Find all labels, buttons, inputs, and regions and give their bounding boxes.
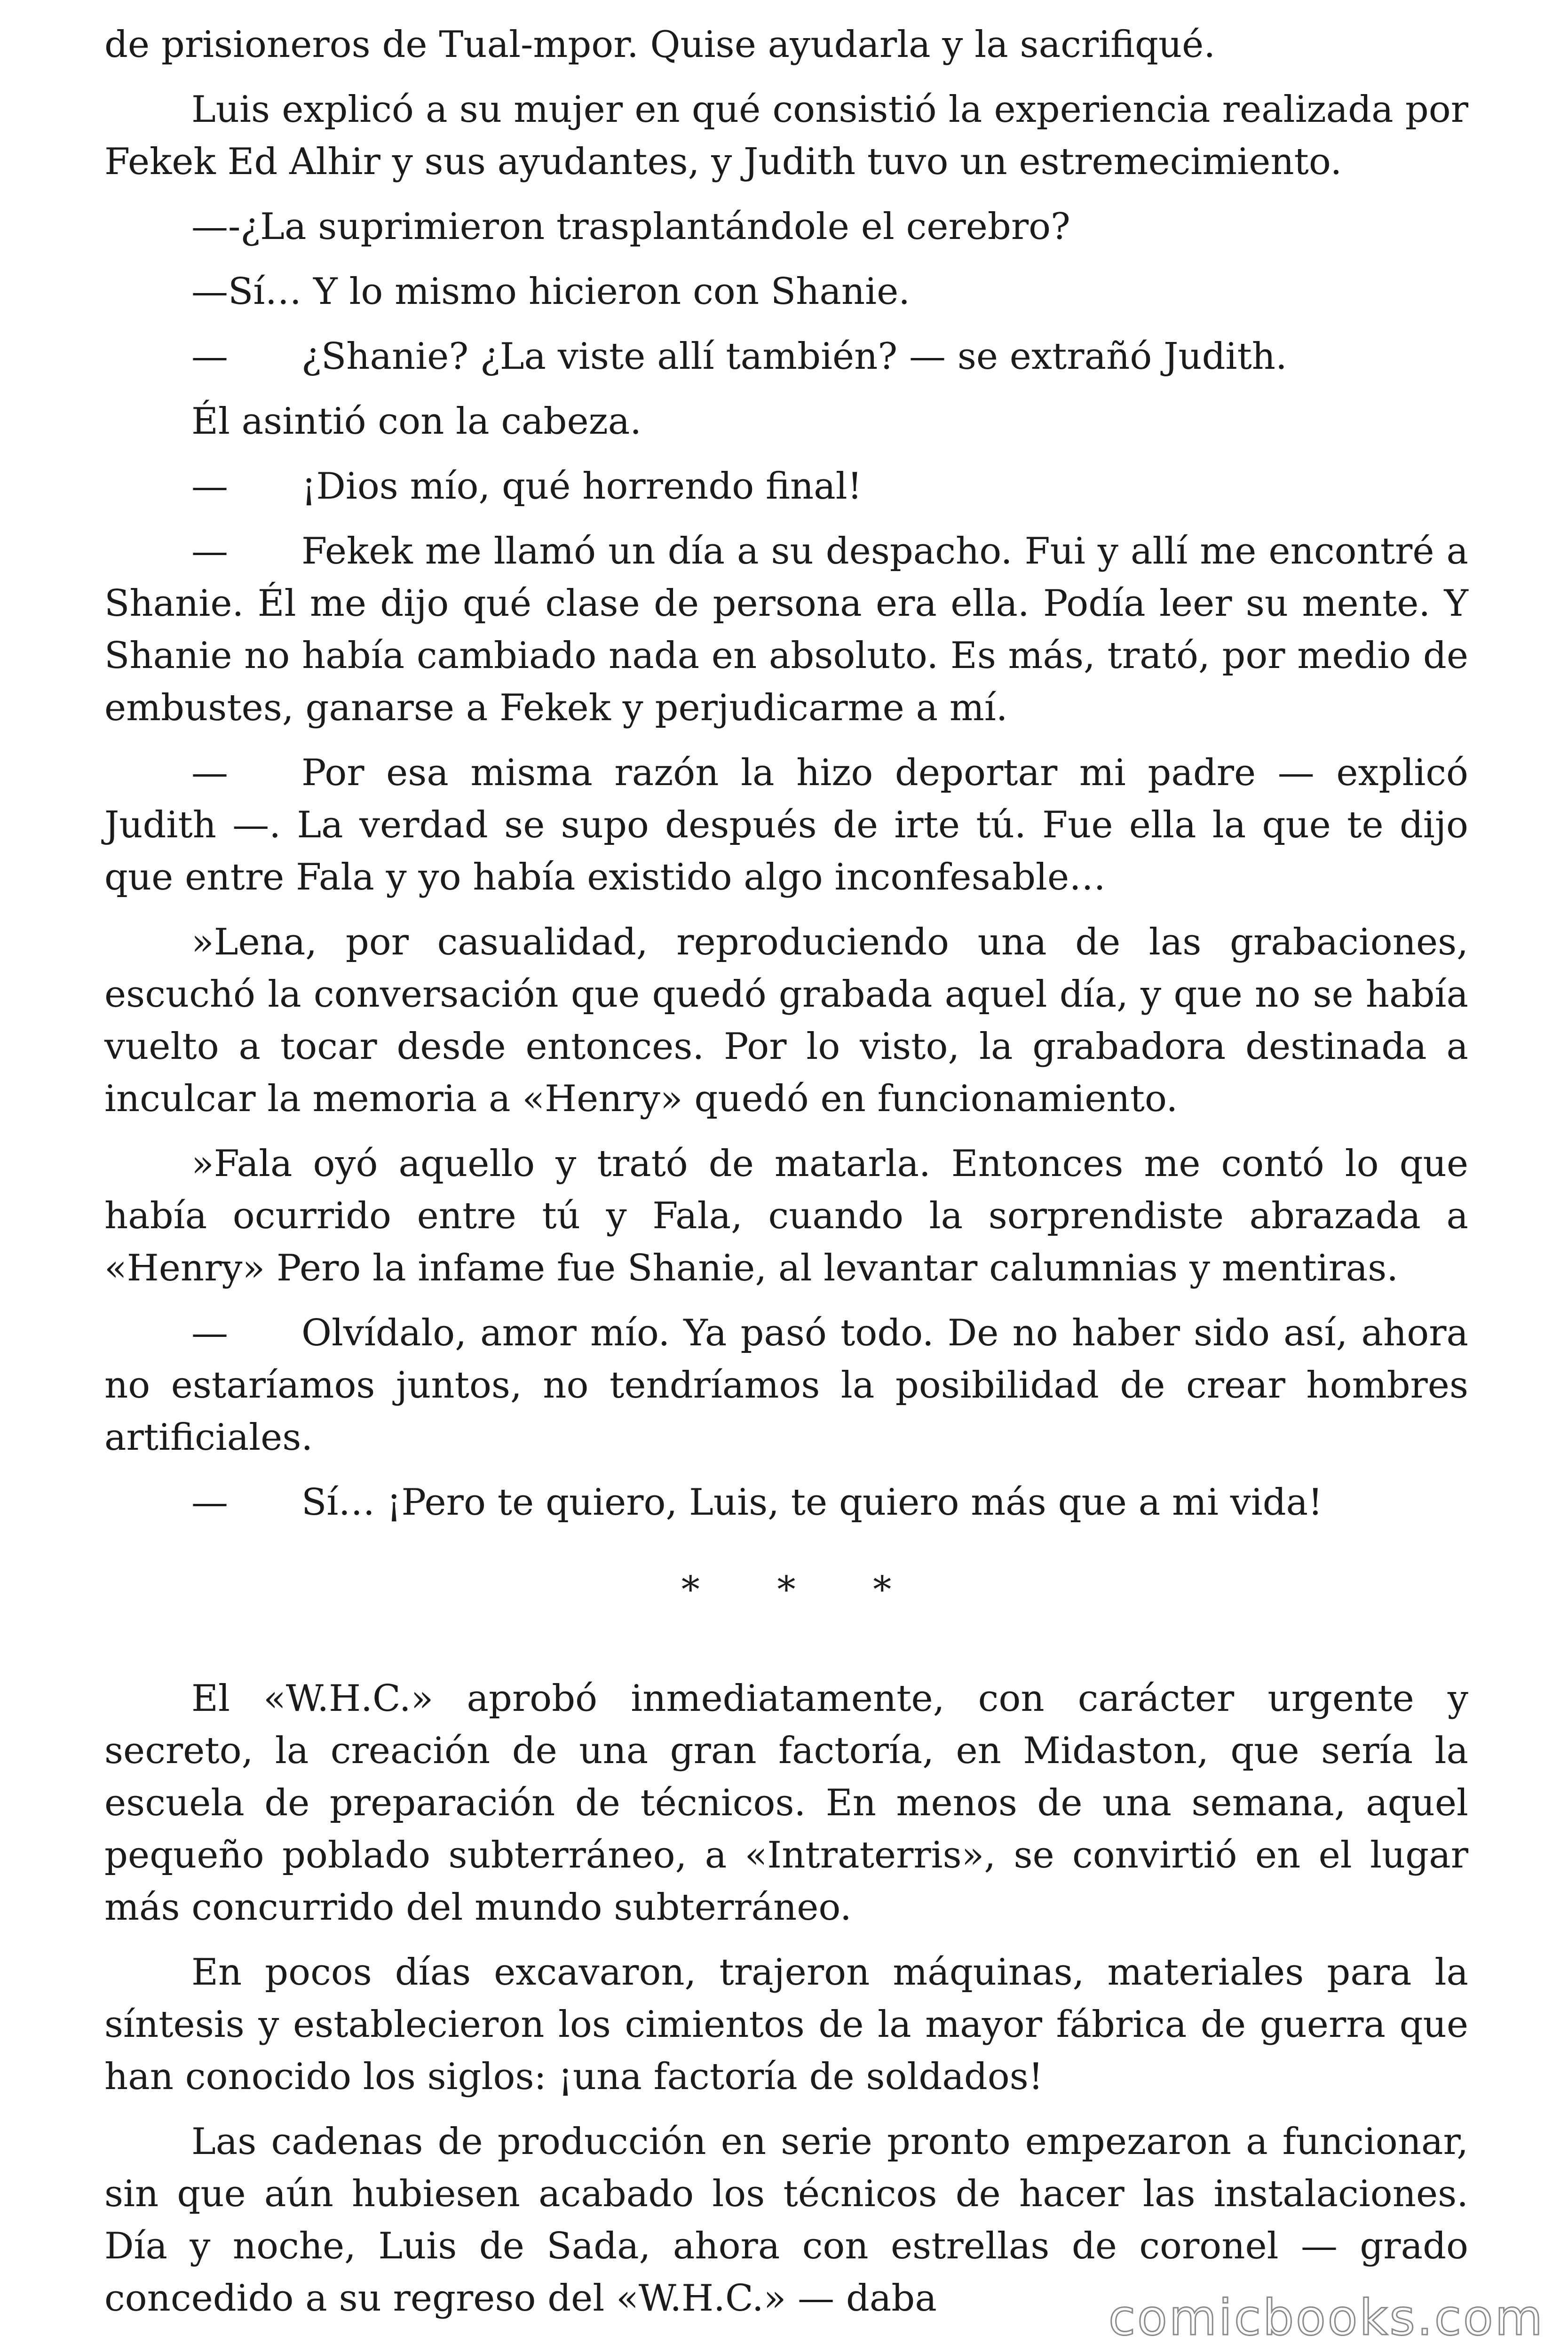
asterisk: * xyxy=(681,1569,700,1611)
paragraph: de prisioneros de Tual-mpor. Quise ayudarla y la sacrifiqué. xyxy=(104,24,1216,66)
paragraph: En pocos días excavaron, trajeron máquinas, materiales para la síntesis y establecieron los cimientos de la mayor fábrica de guerra que han conocido los siglos: ¡una factoría de soldados! xyxy=(104,1951,1468,2098)
dialogue-line: — ¡Dios mío, qué horrendo final! xyxy=(191,465,863,508)
dialogue-line: —Sí… Y lo mismo hicieron con Shanie. xyxy=(191,270,911,313)
dialogue-line: — Olvídalo, amor mío. Ya pasó todo. De no haber sido así, ahora no estaríamos juntos, no tendríamos la posibilidad de crear hombres artificiales. xyxy=(104,1312,1468,1459)
paragraph: Él asintió con la cabeza. xyxy=(191,400,642,443)
dialogue-line: — ¿Shanie? ¿La viste allí también? — se extrañó Judith. xyxy=(191,335,1287,378)
asterisk: * xyxy=(873,1569,892,1611)
paragraph: Las cadenas de producción en serie pronto empezaron a funcionar, sin que aún hubiesen acabado los técnicos de hacer las instalaciones. Día y noche, Luis de Sada, ahora con estrellas de coronel — grado concedido a su regreso del «W.H.C.» — daba xyxy=(104,2121,1468,2320)
paragraph: Luis explicó a su mujer en qué consistió la experiencia realizada por Fekek Ed Alhir y sus ayudantes, y Judith tuvo un estremecimiento. xyxy=(104,88,1468,183)
dialogue-line: — Por esa misma razón la hizo deportar mi padre — explicó Judith —. La verdad se supo después de irte tú. Fue ella la que te dijo que entre Fala y yo había existido algo inconfesable… xyxy=(104,752,1468,898)
section-divider xyxy=(104,1564,1468,1616)
paragraph: »Lena, por casualidad, reproduciendo una de las grabaciones, escuchó la conversación que quedó grabada aquel día, y que no se había vuelto a tocar desde entonces. Por lo visto, la grabadora destinada a inculcar la memoria a «Henry» quedó en funcionamiento. xyxy=(104,921,1468,1120)
watermark: comicbooks.com xyxy=(1108,2289,1544,2346)
dialogue-line: — Fekek me llamó un día a su despacho. Fui y allí me encontré a Shanie. Él me dijo qué clase de persona era ella. Podía leer su mente. Y Shanie no había cambiado nada en absoluto. Es más, trató, por medio de embustes, ganarse a Fekek y perjudicarme a mí. xyxy=(104,530,1468,729)
dialogue-line: — Sí… ¡Pero te quiero, Luis, te quiero más que a mi vida! xyxy=(191,1481,1323,1524)
paragraph: »Fala oyó aquello y trató de matarla. Entonces me contó lo que había ocurrido entre tú y Fala, cuando la sorprendiste abrazada a «Henry» Pero la infame fue Shanie, al levantar calumnias y mentiras. xyxy=(104,1143,1468,1289)
paragraph: El «W.H.C.» aprobó inmediatamente, con carácter urgente y secreto, la creación de una gran factoría, en Midaston, que sería la escuela de preparación de técnicos. En menos de una semana, aquel pequeño poblado subterráneo, a «Intraterris», se convirtió en el lugar más concurrido del mundo subterráneo. xyxy=(104,1677,1468,1929)
book-page xyxy=(104,19,1468,2337)
asterisk: * xyxy=(777,1569,796,1611)
dialogue-line: —-¿La suprimieron trasplantándole el cerebro? xyxy=(191,206,1070,248)
